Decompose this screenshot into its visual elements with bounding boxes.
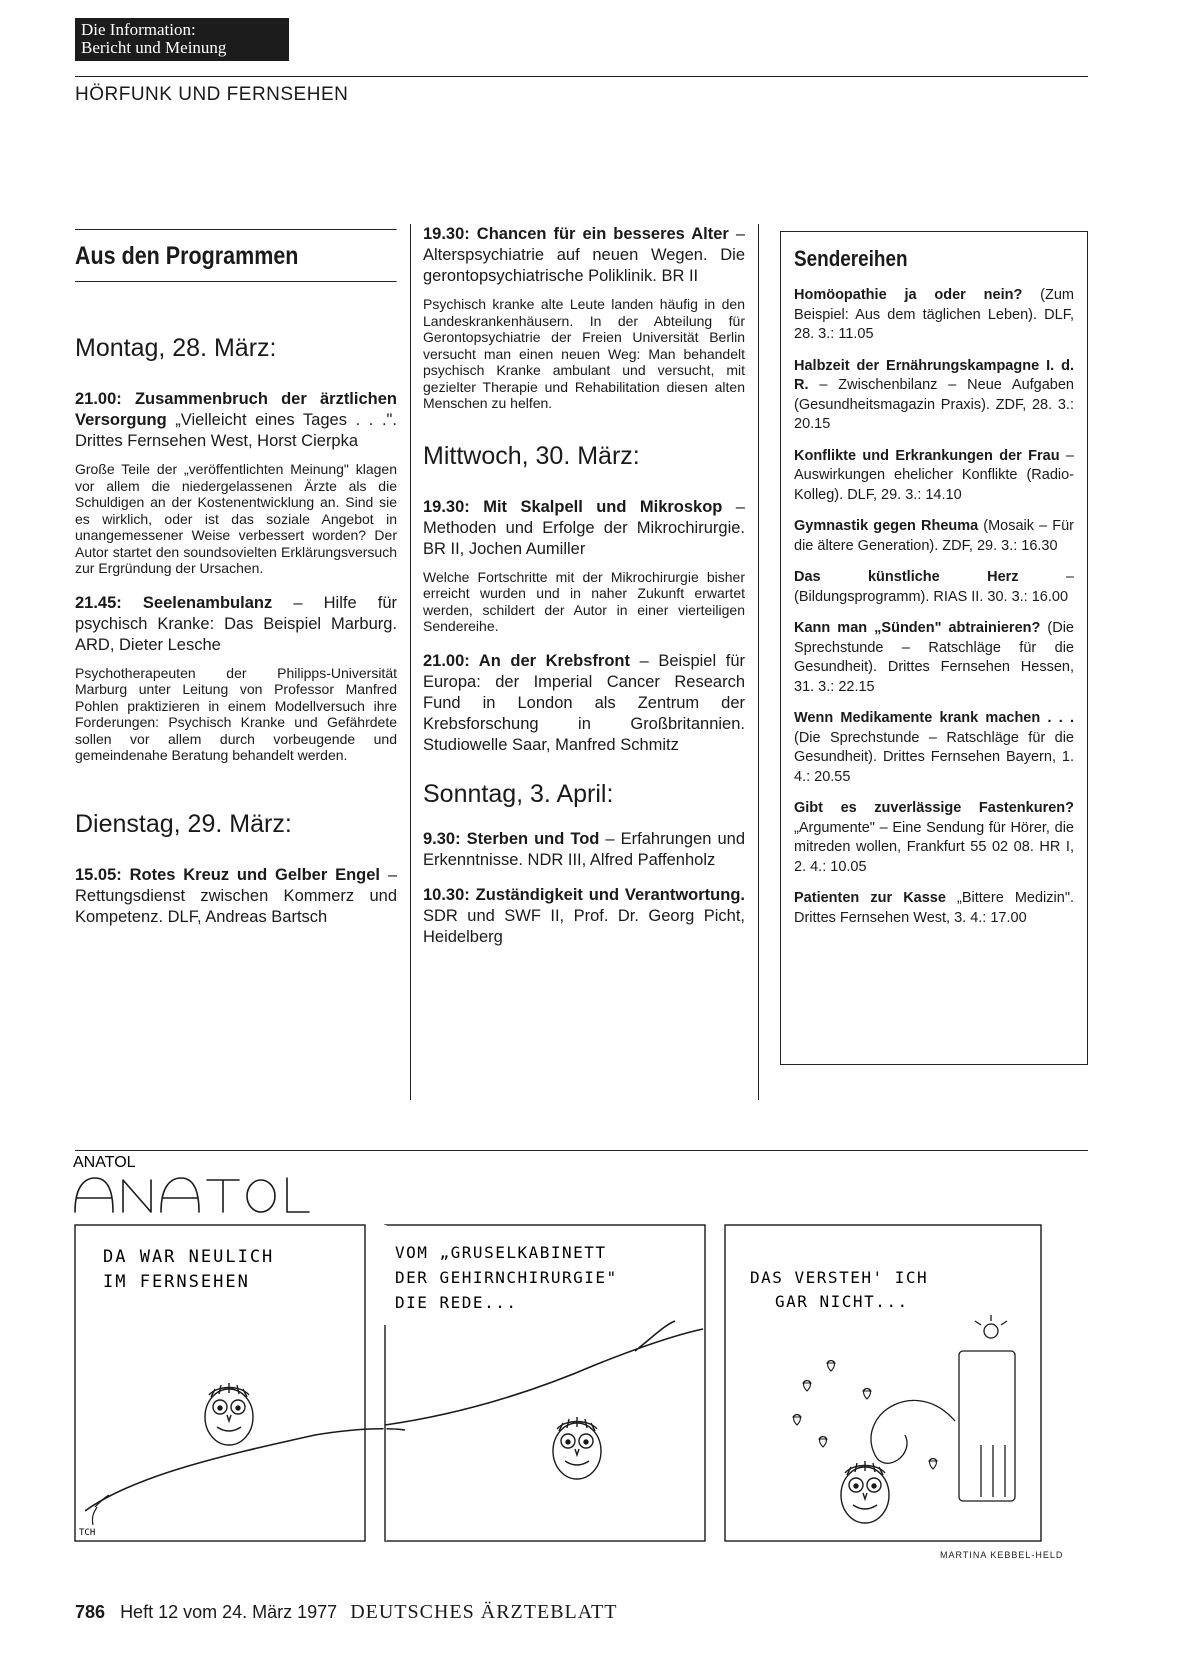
rubric-label bbox=[75, 18, 289, 61]
owl-drawing bbox=[553, 1417, 601, 1479]
series-entry-title: Gibt es zuverlässige Fastenkuren? bbox=[794, 800, 1074, 816]
owl-drawing bbox=[841, 1461, 889, 1523]
comic-panel-1 bbox=[75, 1225, 405, 1541]
programme-description: Psychisch kranke alte Leute landen häufig in den Landeskrankenhäusern. In der Abteilung für Gerontopsychiatrie der Freien Universität Berlin versucht man einen neuen Weg: Man behandelt psychisch Kranke ambulant und versucht, mit gezielter Therapie und Rehabilitation diesen alten Menschen zu helfen. bbox=[423, 296, 745, 411]
series-entry-title: Patienten zur Kasse bbox=[794, 890, 946, 906]
machine-drawing bbox=[871, 1315, 1015, 1501]
series-entry-details: – (Bildungsprogramm). RIAS II. 30. 3.: 16.00 bbox=[794, 569, 1074, 605]
artist-signature: TCH bbox=[79, 1528, 96, 1538]
series-heading: Sendereihen bbox=[794, 246, 908, 271]
programme-details: – Methoden und Erfolge der Mikrochirurgie. BR II, Jochen Aumiller bbox=[423, 497, 745, 558]
programme-entry bbox=[423, 885, 745, 948]
column-divider bbox=[758, 224, 759, 1100]
programme-title: 19.30: Mit Skalpell und Mikroskop bbox=[423, 497, 723, 516]
series-entry-details: (Zum Beispiel: Aus dem täglichen Leben). DLF, 28. 3.: 11.05 bbox=[794, 287, 1074, 342]
series-entry bbox=[794, 517, 1074, 556]
hearts-drawing bbox=[793, 1361, 937, 1469]
programme-title: 19.30: Chancen für ein besseres Alter bbox=[423, 225, 729, 243]
rubric-line-2: Bericht und Meinung bbox=[81, 38, 227, 57]
header-rule bbox=[75, 76, 1088, 77]
panel-1-line-1: DA WAR NEULICH bbox=[103, 1247, 275, 1267]
comic-panel-2 bbox=[385, 1225, 705, 1541]
comic-rule bbox=[75, 1150, 1088, 1151]
journal-name: DEUTSCHES ÄRZTEBLATT bbox=[350, 1601, 618, 1623]
page-footer bbox=[75, 1601, 617, 1624]
programme-column-1 bbox=[75, 229, 397, 937]
panel-3-line-2: GAR NICHT... bbox=[775, 1292, 909, 1311]
series-entry-details: „Argumente" – Eine Sendung für Hörer, die mitreden wollen, Frankfurt 55 02 08. HR I, 2. 4.: 10.05 bbox=[794, 819, 1074, 875]
rubric-line-1: Die Information: bbox=[81, 20, 196, 39]
owl-drawing bbox=[205, 1383, 253, 1445]
day-heading-wednesday: Mittwoch, 30. März: bbox=[423, 441, 640, 470]
programme-description: Große Teile der „veröffentlichten Meinung" klagen vor allem die niedergelassenen Ärzte als die Schuldigen an der Kostenentwicklung an. Sind sie es wirklich, oder ist das soziale Angebot in unangemessener Weise verbessert worden? Der Autor startet den soundsovielten Erklärungsversuch zur Ergründung der Ursachen. bbox=[75, 461, 397, 576]
series-entry-title: Kann man „Sünden" abtrainieren? bbox=[794, 620, 1041, 636]
programme-title: 9.30: Sterben und Tod bbox=[423, 829, 600, 848]
programme-entry bbox=[423, 224, 745, 287]
series-entry-details: (Die Sprechstunde – Ratschläge für die Gesundheit). Drittes Fernsehen Hessen, 31. 3.: 22.15 bbox=[794, 620, 1074, 695]
programme-entry bbox=[75, 865, 397, 928]
programme-details: „Vielleicht eines Tages . . .". Drittes Fernsehen West, Horst Cierpka bbox=[75, 411, 397, 450]
programme-entry bbox=[75, 389, 397, 452]
programme-entry bbox=[75, 593, 397, 656]
series-entry bbox=[794, 799, 1074, 877]
series-entry-details: (Mosaik – Für die ältere Generation). ZDF, 29. 3.: 16.30 bbox=[794, 518, 1074, 554]
series-entry-title: Konflikte und Erkrankungen der Frau bbox=[794, 447, 1060, 464]
series-entry-details: – Zwischenbilanz – Neue Aufgaben (Gesundheitsmagazin Praxis). ZDF, 28. 3.: 20.15 bbox=[794, 377, 1074, 432]
panel-2-line-1: VOM „GRUSELKABINETT bbox=[395, 1243, 607, 1262]
comic-title-lettering bbox=[73, 1154, 313, 1222]
page-number: 786 bbox=[75, 1602, 106, 1622]
series-entry bbox=[794, 357, 1074, 435]
column-divider bbox=[410, 224, 411, 1100]
series-entry-details: „Bittere Medizin". Drittes Fernsehen West, 3. 4.: 17.00 bbox=[794, 890, 1074, 926]
programme-entry bbox=[423, 829, 745, 871]
programme-title: 21.00: An der Krebsfront bbox=[423, 651, 630, 670]
series-entry-title: Homöopathie ja oder nein? bbox=[794, 287, 1023, 303]
programme-title: 21.00: Zusammenbruch der ärztlichen Versorgung bbox=[75, 390, 397, 429]
series-entry-title: Das künstliche Herz bbox=[794, 569, 1019, 585]
programme-details: SDR und SWF II, Prof. Dr. Georg Picht, Heidelberg bbox=[423, 906, 745, 946]
comic-title bbox=[73, 1154, 313, 1227]
programme-details: – Rettungsdienst zwischen Kommerz und Kompetenz. DLF, Andreas Bartsch bbox=[75, 865, 397, 926]
programme-title: 10.30: Zuständigkeit und Verantwortung. bbox=[423, 885, 745, 904]
branch-drawing bbox=[85, 1429, 405, 1511]
panel-1-line-2: IM FERNSEHEN bbox=[103, 1272, 250, 1292]
cartoonist-credit: MARTINA KEBBEL-HELD bbox=[940, 1550, 1064, 1560]
day-heading-tuesday: Dienstag, 29. März: bbox=[75, 809, 292, 838]
comic-title-text: ANATOL bbox=[73, 1154, 136, 1171]
series-box bbox=[780, 231, 1088, 1065]
series-entry-details: (Die Sprechstunde – Ratschläge für die Gesundheit). Drittes Fernsehen Bayern, 1. 4.: 20.55 bbox=[794, 729, 1074, 785]
day-heading-sunday: Sonntag, 3. April: bbox=[423, 779, 614, 808]
programme-title: 21.45: Seelenambulanz bbox=[75, 593, 273, 612]
series-entry-title: Wenn Medikamente krank machen . . . bbox=[794, 710, 1074, 726]
series-entry bbox=[794, 286, 1074, 345]
series-entry bbox=[794, 709, 1074, 787]
programme-details: – Erfahrungen und Erkenntnisse. NDR III, Alfred Paffenholz bbox=[423, 829, 745, 869]
programme-details: – Alterspsychiatrie auf neuen Wegen. Die gerontopsychiatrische Poliklinik. BR II bbox=[423, 225, 746, 285]
issue-info: Heft 12 vom 24. März 1977 bbox=[120, 1602, 338, 1622]
programme-details: – Beispiel für Europa: der Imperial Cancer Research Fund in London als Zentrum der Krebsforschung in Großbritannien. Studiowelle Saar, Manfred Schmitz bbox=[423, 651, 745, 754]
programme-entry bbox=[423, 497, 745, 560]
panel-2-line-2: DER GEHIRNCHIRURGIE" bbox=[395, 1268, 618, 1287]
comic-strip bbox=[75, 1225, 1105, 1545]
series-entry bbox=[794, 889, 1074, 928]
section-title: HÖRFUNK UND FERNSEHEN bbox=[75, 84, 349, 105]
series-entry-title: Halbzeit der Ernährungskampagne I. d. R. bbox=[794, 357, 1074, 393]
series-entry bbox=[794, 619, 1074, 697]
programme-description: Welche Fortschritte mit der Mikrochirurgie bisher erreicht wurden und in naher Zukunft erwartet werden, schildert der Autor in einer vierteiligen Sendereihe. bbox=[423, 568, 745, 634]
series-entry bbox=[794, 447, 1074, 506]
panel-3-line-1: DAS VERSTEH' ICH bbox=[750, 1268, 929, 1287]
day-heading-monday: Montag, 28. März: bbox=[75, 334, 277, 362]
series-entry-title: Gymnastik gegen Rheuma bbox=[794, 518, 979, 534]
programme-column-2 bbox=[423, 224, 745, 957]
series-entry bbox=[794, 568, 1074, 607]
branch-drawing bbox=[385, 1321, 703, 1425]
series-entry-details: – Auswirkungen ehelicher Konflikte (Radio-Kolleg). DLF, 29. 3.: 14.10 bbox=[794, 447, 1074, 503]
programme-title: 15.05: Rotes Kreuz und Gelber Engel bbox=[75, 865, 380, 884]
programme-entry bbox=[423, 651, 745, 756]
programmes-heading: Aus den Programmen bbox=[75, 229, 396, 282]
comic-panel-3 bbox=[725, 1225, 1041, 1541]
series-list bbox=[794, 286, 1074, 928]
programme-description: Psychotherapeuten der Philipps-Universität Marburg unter Leitung von Professor Manfred Pohlen praktizieren in einem Modellversuch ihre Forderungen: Psychisch Kranke und Gefährdete sollen vor allem durch vorbeugende und gemeindenahe Beratung behandelt werden. bbox=[75, 664, 397, 763]
programme-details: – Hilfe für psychisch Kranke: Das Beispiel Marburg. ARD, Dieter Lesche bbox=[75, 593, 397, 654]
panel-2-line-3: DIE REDE... bbox=[395, 1293, 518, 1312]
